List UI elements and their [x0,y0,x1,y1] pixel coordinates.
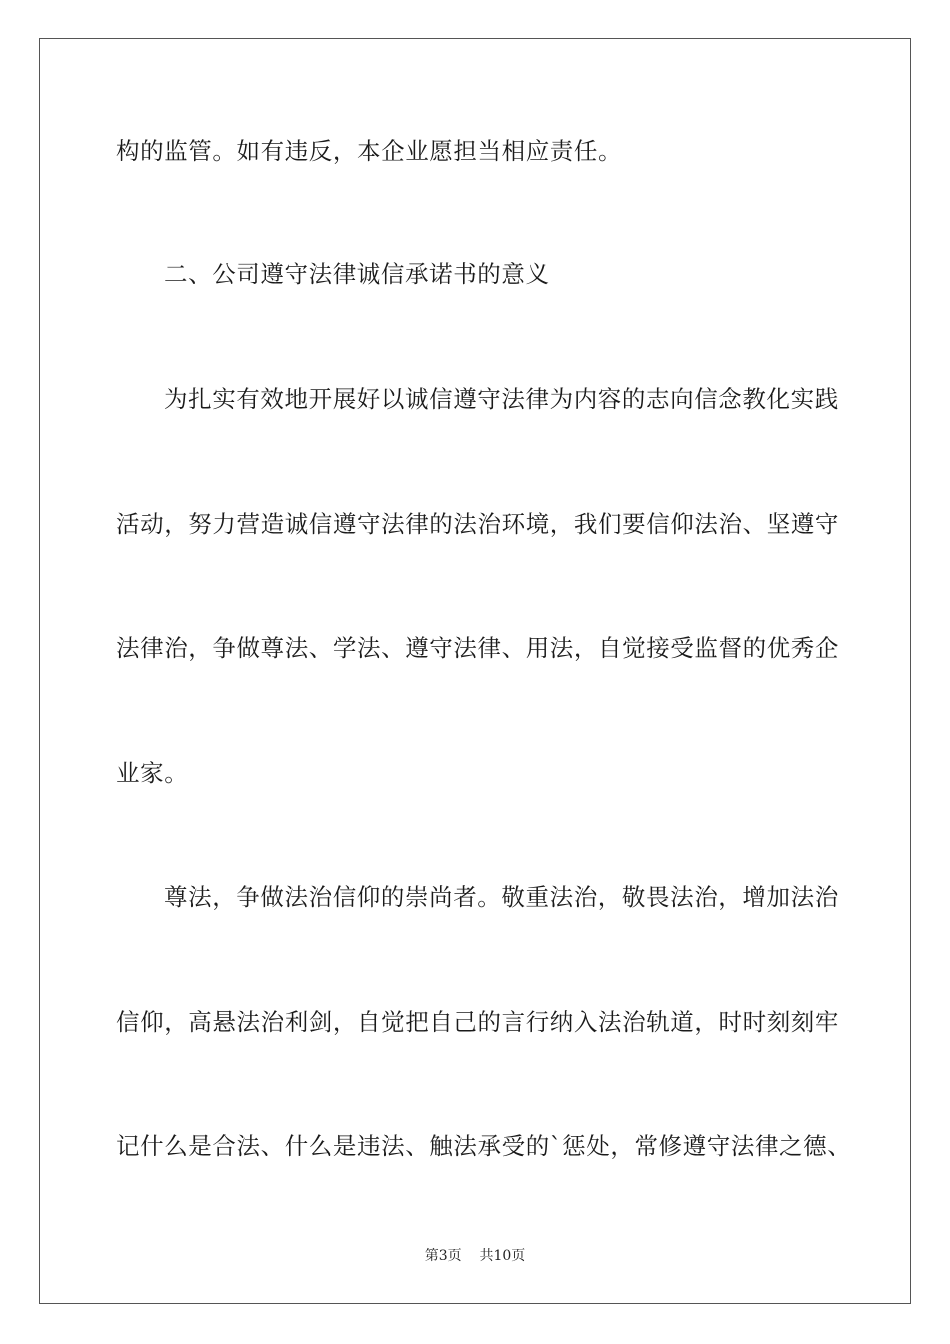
body-line-1: 构的监管。如有违反，本企业愿担当相应责任。 [116,137,623,165]
page-footer [0,1247,950,1265]
body-line-3: 为扎实有效地开展好以诚信遵守法律为内容的志向信念教化实践 [164,385,839,413]
body-line-8: 信仰，高悬法治利剑，自觉把自己的言行纳入法治轨道，时时刻刻牢 [116,1008,839,1036]
body-line-7: 尊法，争做法治信仰的崇尚者。敬重法治，敬畏法治，增加法治 [164,883,839,911]
body-line-6: 业家。 [116,759,189,787]
body-line-4: 活动，努力营造诚信遵守法律的法治环境，我们要信仰法治、坚遵守 [116,510,839,538]
page-total: 共10页 [479,1248,526,1264]
section-heading: 二、公司遵守法律诚信承诺书的意义 [164,260,550,288]
body-line-5: 法律治，争做尊法、学法、遵守法律、用法，自觉接受监督的优秀企 [116,634,839,662]
body-line-9: 记什么是合法、什么是违法、触法承受的`惩处，常修遵守法律之德、 [116,1132,852,1160]
page-number: 第3页 [424,1248,462,1264]
page-border [39,38,911,1304]
